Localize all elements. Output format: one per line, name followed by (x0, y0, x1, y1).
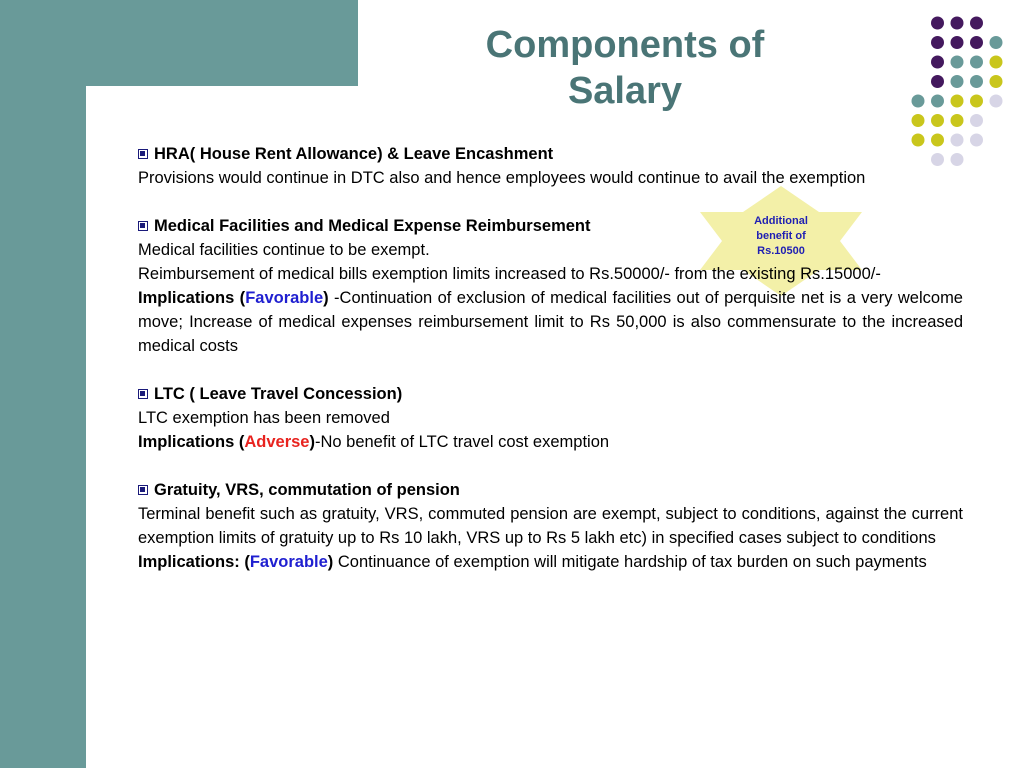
ltc-implications: Implications (Adverse)-No benefit of LTC travel cost exemption (138, 433, 610, 451)
decorative-dot (931, 36, 944, 49)
checkbox-bullet-icon (138, 221, 148, 231)
decorative-dot (990, 36, 1003, 49)
section-heading-hra: HRA( House Rent Allowance) & Leave Encashment (138, 142, 963, 166)
decorative-dot (990, 56, 1003, 69)
decorative-dot (970, 95, 983, 108)
checkbox-bullet-icon (138, 485, 148, 495)
decorative-dot (912, 114, 925, 127)
decorative-dot (931, 95, 944, 108)
medical-line-1: Medical facilities continue to be exempt. (138, 241, 430, 259)
callout-text: Additional benefit of Rs.10500 (754, 215, 808, 257)
decorative-dot (970, 36, 983, 49)
decorative-dot (931, 114, 944, 127)
section-heading-gratuity: Gratuity, VRS, commutation of pension (138, 478, 963, 502)
decorative-dot (970, 17, 983, 30)
decorative-dot (970, 75, 983, 88)
medical-implications: Implications (Favorable) -Continuation of exclusion of medical facilities out of perquisite net is a very welcome move; Increase of medical expenses reimbursement limit to Rs 50,000 is also commensurate to the increased medical costs (138, 289, 963, 355)
status-adverse: Adverse (244, 433, 310, 451)
decorative-dot (951, 75, 964, 88)
status-favorable: Favorable (249, 553, 328, 571)
slide-body (138, 142, 963, 574)
decorative-dot (990, 75, 1003, 88)
section-heading-medical: Medical Facilities and Medical Expense Reimbursement (138, 214, 963, 238)
decorative-dot (931, 56, 944, 69)
decorative-dot (931, 17, 944, 30)
section-heading-ltc: LTC ( Leave Travel Concession) (138, 382, 963, 406)
decorative-dot (990, 95, 1003, 108)
ltc-line-1: LTC exemption has been removed (138, 409, 390, 427)
gratuity-implications: Implications: (Favorable) Continuance of exemption will mitigate hardship of tax burden on such payments (138, 553, 927, 571)
gratuity-line-1: Terminal benefit such as gratuity, VRS, commuted pension are exempt, subject to conditions, against the current exemption limits of gratuity up to Rs 10 lakh, VRS up to Rs 5 lakh etc) in specified cases subject to conditions (138, 505, 963, 547)
decorative-dot (912, 95, 925, 108)
decorative-dot (951, 36, 964, 49)
decorative-dot (970, 114, 983, 127)
decorative-dot (951, 95, 964, 108)
checkbox-bullet-icon (138, 149, 148, 159)
decorative-dot (931, 75, 944, 88)
status-favorable: Favorable (245, 289, 324, 307)
title-line-2: Salary (567, 70, 683, 112)
decorative-dot (951, 17, 964, 30)
decorative-dot (951, 56, 964, 69)
medical-line-2: Reimbursement of medical bills exemption limits increased to Rs.50000/- from the existing Rs.15000/- (138, 265, 881, 283)
decorative-dot (970, 56, 983, 69)
decorative-dot (970, 134, 983, 147)
decorative-dot (951, 114, 964, 127)
checkbox-bullet-icon (138, 389, 148, 399)
title-line-1: Components of (485, 24, 765, 66)
hra-text: Provisions would continue in DTC also and hence employees would continue to avail the exemption (138, 169, 866, 187)
